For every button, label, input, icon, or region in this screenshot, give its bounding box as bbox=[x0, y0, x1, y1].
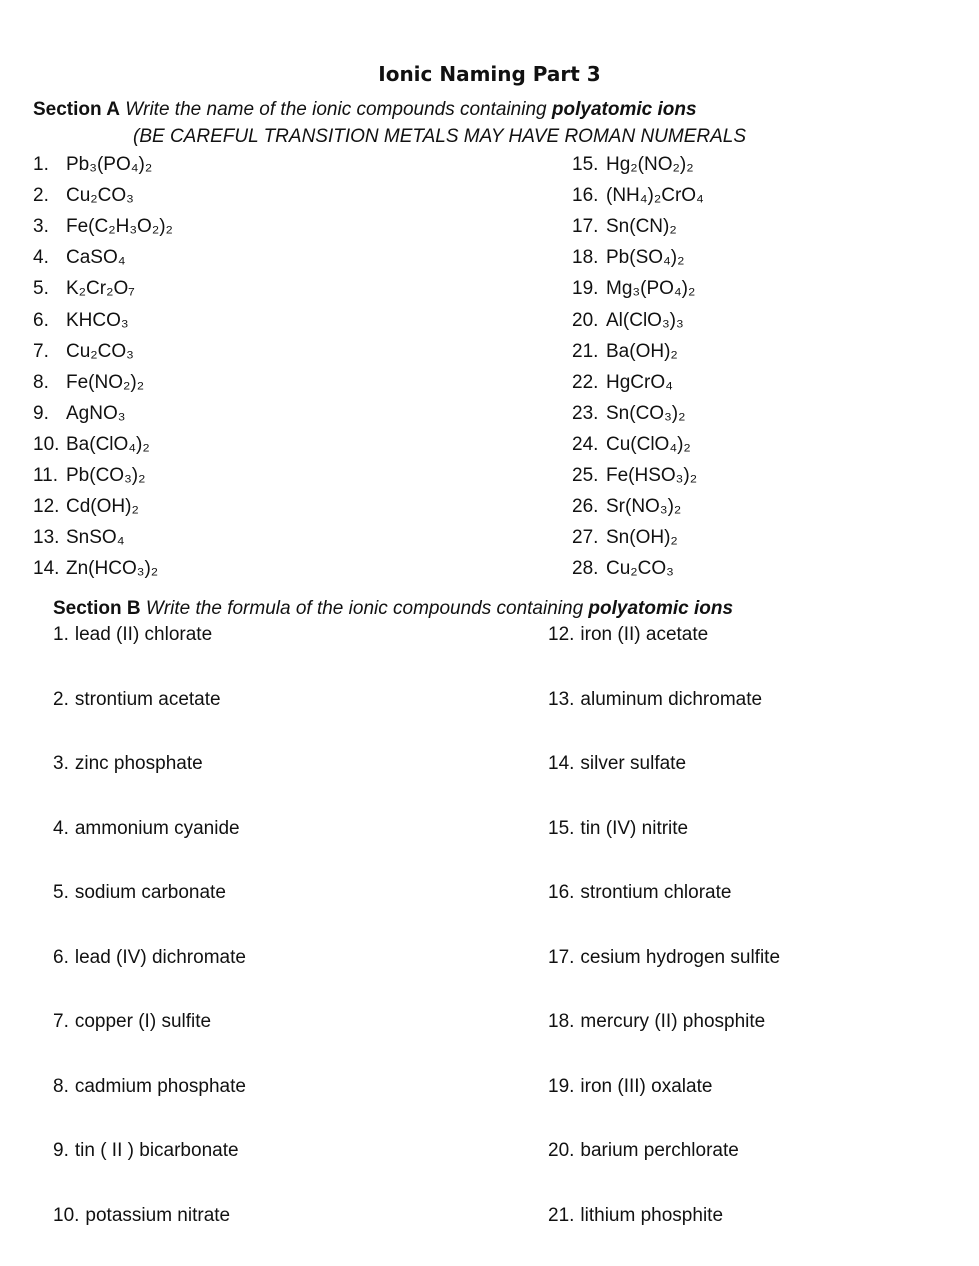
item-number: 26. bbox=[572, 496, 599, 518]
item-number: 11. bbox=[33, 465, 59, 486]
item-text: barium perchlorate bbox=[580, 1140, 739, 1161]
item-number: 7. bbox=[33, 340, 49, 362]
item-text: ammonium cyanide bbox=[74, 817, 240, 839]
list-item bbox=[33, 434, 150, 456]
list-item bbox=[33, 372, 144, 394]
list-item bbox=[33, 341, 134, 363]
item-text: mercury (II) phosphite bbox=[580, 1011, 766, 1032]
page-title: Ionic Naming Part 3 bbox=[378, 62, 601, 86]
item-text: Cu₂CO₃ bbox=[66, 340, 134, 362]
item-text: zinc phosphate bbox=[74, 753, 203, 774]
item-number: 15. bbox=[548, 817, 575, 839]
item-number: 12. bbox=[33, 496, 60, 518]
section-a-emphasis: polyatomic ions bbox=[551, 99, 697, 120]
list-item bbox=[548, 818, 688, 840]
item-number: 7. bbox=[53, 1011, 69, 1032]
item-text: Pb(CO₃)₂ bbox=[66, 465, 146, 486]
item-text: lithium phosphite bbox=[580, 1204, 724, 1226]
item-number: 27. bbox=[572, 527, 599, 549]
item-text: sodium carbonate bbox=[74, 882, 226, 903]
item-text: Cd(OH)₂ bbox=[66, 496, 139, 518]
list-item bbox=[33, 465, 146, 487]
item-text: Cu₂CO₃ bbox=[66, 185, 134, 207]
item-text: tin (IV) nitrite bbox=[580, 817, 689, 839]
item-text: copper (I) sulfite bbox=[74, 1011, 212, 1032]
list-item bbox=[572, 496, 681, 518]
list-item bbox=[548, 1076, 712, 1098]
item-text: Fe(HSO₃)₂ bbox=[606, 465, 698, 486]
list-item bbox=[548, 753, 686, 775]
section-b-label: Section B bbox=[53, 598, 141, 619]
list-item bbox=[572, 154, 694, 176]
list-item bbox=[33, 278, 135, 300]
item-text: Zn(HCO₃)₂ bbox=[66, 558, 159, 580]
list-item bbox=[33, 310, 129, 332]
list-item bbox=[572, 434, 691, 456]
list-item bbox=[548, 689, 762, 711]
item-text: CaSO₄ bbox=[66, 247, 126, 269]
item-text: strontium chlorate bbox=[580, 882, 732, 903]
item-text: lead (IV) dichromate bbox=[74, 946, 246, 968]
list-item bbox=[53, 1205, 230, 1227]
item-number: 3. bbox=[33, 216, 49, 238]
list-item bbox=[548, 1140, 739, 1162]
item-number: 8. bbox=[53, 1075, 69, 1097]
list-item bbox=[33, 154, 152, 176]
item-number: 3. bbox=[53, 753, 69, 774]
list-item bbox=[53, 753, 203, 775]
item-number: 4. bbox=[33, 247, 49, 269]
item-number: 6. bbox=[53, 946, 69, 968]
item-text: lead (II) chlorate bbox=[74, 624, 213, 645]
item-number: 8. bbox=[33, 371, 49, 393]
item-text: silver sulfate bbox=[580, 753, 687, 774]
list-item bbox=[572, 341, 678, 363]
item-number: 13. bbox=[33, 527, 60, 549]
item-number: 24. bbox=[572, 433, 599, 455]
item-number: 4. bbox=[53, 817, 69, 839]
item-number: 2. bbox=[33, 185, 49, 207]
item-text: aluminum dichromate bbox=[580, 688, 763, 710]
item-text: potassium nitrate bbox=[85, 1204, 231, 1226]
item-text: cadmium phosphate bbox=[74, 1075, 246, 1097]
item-number: 16. bbox=[572, 185, 599, 207]
item-text: Sn(CN)₂ bbox=[606, 216, 677, 238]
item-number: 19. bbox=[572, 278, 599, 300]
item-text: Ba(OH)₂ bbox=[606, 340, 678, 362]
list-item bbox=[53, 947, 246, 969]
list-item bbox=[33, 247, 126, 269]
item-text: K₂Cr₂O₇ bbox=[66, 278, 135, 300]
item-number: 17. bbox=[572, 216, 599, 238]
list-item bbox=[53, 1140, 239, 1162]
list-item bbox=[572, 558, 674, 580]
list-item bbox=[548, 947, 780, 969]
item-number: 21. bbox=[572, 340, 599, 362]
item-number: 1. bbox=[53, 624, 69, 645]
item-text: iron (III) oxalate bbox=[580, 1075, 713, 1097]
item-text: iron (II) acetate bbox=[580, 624, 709, 645]
list-item bbox=[33, 558, 158, 580]
item-text: Sn(OH)₂ bbox=[606, 527, 678, 549]
list-item bbox=[572, 403, 686, 425]
list-item bbox=[572, 216, 677, 238]
item-number: 18. bbox=[572, 247, 599, 269]
item-text: Al(ClO₃)₃ bbox=[606, 309, 684, 331]
list-item bbox=[53, 1076, 246, 1098]
item-number: 20. bbox=[572, 309, 599, 331]
item-number: 2. bbox=[53, 688, 69, 710]
section-b-emphasis: polyatomic ions bbox=[588, 598, 734, 619]
item-number: 10. bbox=[33, 433, 60, 455]
item-text: cesium hydrogen sulfite bbox=[580, 946, 781, 968]
item-text: Mg₃(PO₄)₂ bbox=[606, 278, 696, 300]
item-text: Sr(NO₃)₂ bbox=[606, 496, 682, 518]
item-number: 18. bbox=[548, 1011, 575, 1032]
item-number: 9. bbox=[33, 402, 49, 424]
list-item bbox=[53, 689, 221, 711]
list-item bbox=[572, 372, 673, 394]
item-number: 5. bbox=[33, 278, 49, 300]
list-item bbox=[33, 527, 124, 549]
list-item bbox=[572, 247, 684, 269]
item-number: 28. bbox=[572, 558, 599, 580]
item-number: 16. bbox=[548, 882, 575, 903]
list-item bbox=[548, 882, 731, 904]
item-text: SnSO₄ bbox=[66, 527, 125, 549]
item-number: 6. bbox=[33, 309, 49, 331]
section-b-heading bbox=[53, 598, 733, 620]
item-text: (NH₄)₂CrO₄ bbox=[606, 185, 704, 207]
item-text: Sn(CO₃)₂ bbox=[606, 402, 686, 424]
item-number: 23. bbox=[572, 402, 599, 424]
item-text: Fe(NO₂)₂ bbox=[66, 371, 145, 393]
item-text: Pb₃(PO₄)₂ bbox=[66, 154, 153, 175]
item-number: 21. bbox=[548, 1204, 575, 1226]
section-a-note: (BE CAREFUL TRANSITION METALS MAY HAVE ROMAN NUMERALS bbox=[133, 126, 747, 147]
list-item bbox=[33, 403, 125, 425]
item-number: 15. bbox=[572, 154, 599, 175]
list-item bbox=[548, 1011, 765, 1033]
list-item bbox=[33, 185, 134, 207]
list-item bbox=[33, 216, 173, 238]
list-item bbox=[572, 185, 704, 207]
list-item bbox=[53, 882, 226, 904]
item-text: Hg₂(NO₂)₂ bbox=[606, 154, 694, 175]
item-text: strontium acetate bbox=[74, 688, 221, 710]
item-number: 25. bbox=[572, 465, 599, 486]
list-item bbox=[548, 1205, 723, 1227]
list-item bbox=[33, 496, 139, 518]
item-text: Cu₂CO₃ bbox=[606, 558, 674, 580]
item-number: 20. bbox=[548, 1140, 575, 1161]
list-item bbox=[572, 465, 697, 487]
item-text: Fe(C₂H₃O₂)₂ bbox=[66, 216, 173, 238]
list-item bbox=[572, 278, 695, 300]
list-item bbox=[572, 310, 684, 332]
item-text: AgNO₃ bbox=[66, 402, 126, 424]
item-number: 13. bbox=[548, 688, 575, 710]
item-number: 9. bbox=[53, 1140, 69, 1161]
item-number: 14. bbox=[548, 753, 575, 774]
item-number: 10. bbox=[53, 1204, 80, 1226]
list-item bbox=[548, 624, 708, 646]
item-number: 19. bbox=[548, 1075, 575, 1097]
item-text: Cu(ClO₄)₂ bbox=[606, 433, 691, 455]
item-text: Ba(ClO₄)₂ bbox=[66, 433, 150, 455]
item-text: tin ( II ) bicarbonate bbox=[74, 1140, 239, 1161]
section-a-instruction: Write the name of the ionic compounds containing bbox=[125, 99, 547, 120]
list-item bbox=[572, 527, 678, 549]
list-item bbox=[53, 624, 212, 646]
item-number: 1. bbox=[33, 154, 49, 175]
section-a-heading bbox=[33, 99, 697, 121]
section-a-label: Section A bbox=[33, 99, 120, 120]
item-text: KHCO₃ bbox=[66, 309, 129, 331]
item-text: HgCrO₄ bbox=[606, 371, 673, 393]
item-number: 5. bbox=[53, 882, 69, 903]
section-b-instruction: Write the formula of the ionic compounds containing bbox=[145, 598, 584, 619]
item-number: 14. bbox=[33, 558, 60, 580]
item-number: 22. bbox=[572, 371, 599, 393]
item-number: 12. bbox=[548, 624, 575, 645]
item-number: 17. bbox=[548, 946, 575, 968]
list-item bbox=[53, 1011, 211, 1033]
item-text: Pb(SO₄)₂ bbox=[606, 247, 685, 269]
list-item bbox=[53, 818, 240, 840]
